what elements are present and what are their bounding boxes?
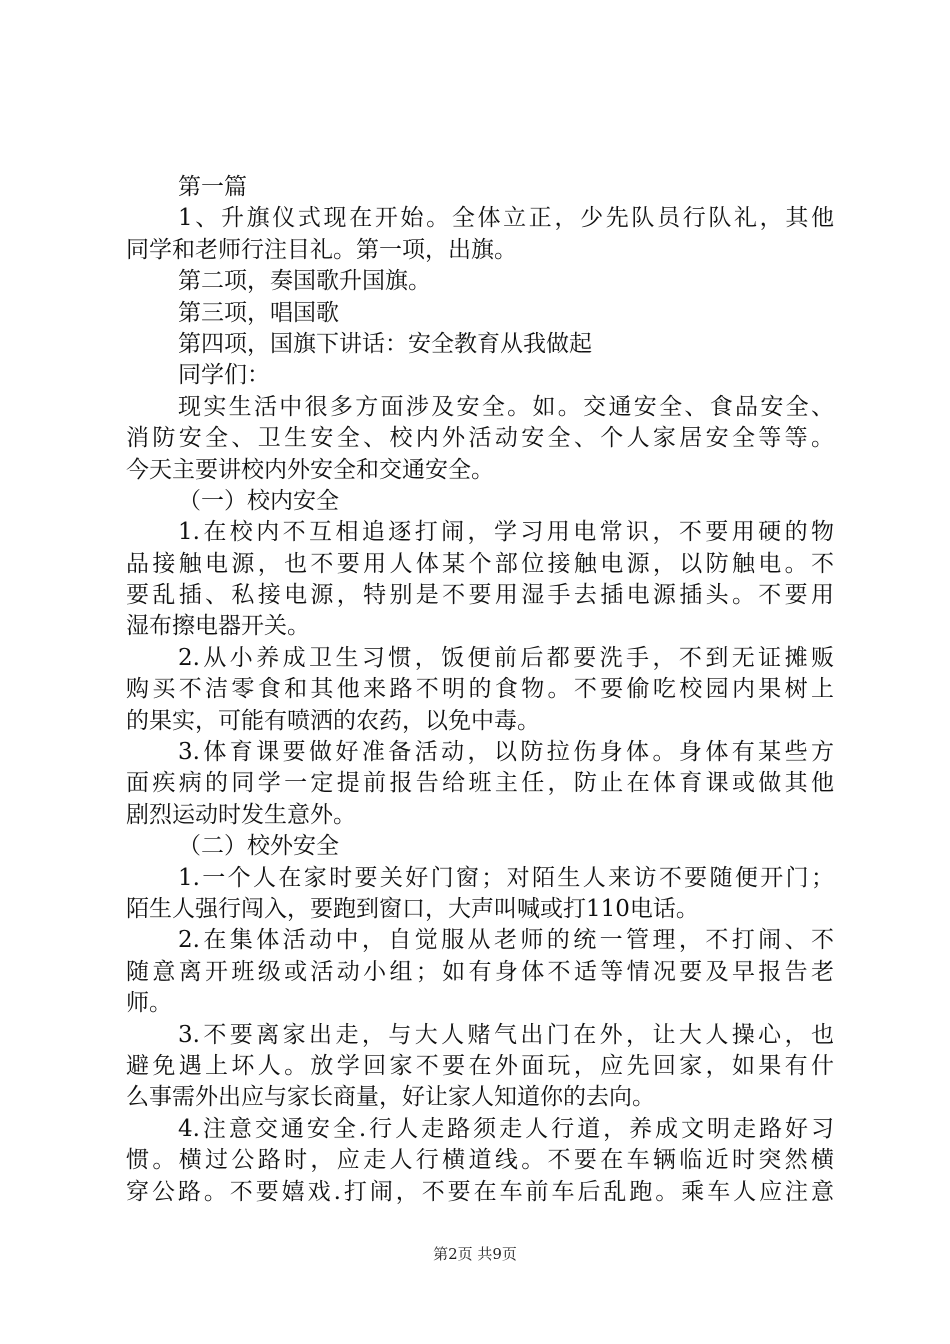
subsection-heading: （一）校内安全	[178, 487, 339, 514]
paragraph-line: 同学和老师行注目礼。第一项，出旗。	[126, 236, 517, 263]
paragraph-line: 3.不要离家出走，与大人赌气出门在外，让大人操心，也	[178, 1021, 834, 1048]
paragraph-line: 师。	[126, 990, 172, 1017]
section-title: 第一篇	[178, 174, 247, 200]
paragraph-line: 惯。横过公路时，应走人行横道线。不要在车辆临近时突然横	[126, 1147, 834, 1174]
document-body	[126, 172, 834, 1208]
paragraph-line: 第三项，唱国歌	[178, 299, 339, 326]
paragraph-line: 1.在校内不互相追逐打闹，学习用电常识，不要用硬的物	[178, 519, 834, 546]
paragraph-line: 穿公路。不要嬉戏.打闹，不要在车前车后乱跑。乘车人应注意	[126, 1178, 834, 1205]
paragraph-line: 第二项，奏国歌升国旗。	[178, 268, 431, 295]
subsection-heading: （二）校外安全	[178, 833, 339, 860]
paragraph-line: 现实生活中很多方面涉及安全。如。交通安全、食品安全、	[178, 393, 834, 420]
paragraph-line: 2.从小养成卫生习惯，饭便前后都要洗手，不到无证摊贩	[178, 644, 834, 671]
paragraph-line: 4.注意交通安全.行人走路须走人行道，养成文明走路好习	[178, 1115, 834, 1142]
paragraph-line: 的果实，可能有喷洒的农药，以免中毒。	[126, 707, 540, 734]
paragraph-line: 面疾病的同学一定提前报告给班主任，防止在体育课或做其他	[126, 770, 834, 797]
paragraph-line: 品接触电源，也不要用人体某个部位接触电源，以防触电。不	[126, 550, 834, 577]
paragraph-line: 2.在集体活动中，自觉服从老师的统一管理，不打闹、不	[178, 927, 834, 954]
paragraph-line: 消防安全、卫生安全、校内外活动安全、个人家居安全等等。	[126, 425, 834, 452]
paragraph-line: 湿布擦电器开关。	[126, 613, 310, 640]
paragraph-line: 购买不洁零食和其他来路不明的食物。不要偷吃校园内果树上	[126, 676, 834, 703]
paragraph-line: 陌生人强行闯入，要跑到窗口，大声叫喊或打110电话。	[126, 895, 699, 922]
paragraph-line: 3.体育课要做好准备活动，以防拉伤身体。身体有某些方	[178, 739, 834, 766]
paragraph-line: 同学们：	[178, 362, 270, 389]
paragraph-line: 要乱插、私接电源，特别是不要用湿手去插电源插头。不要用	[126, 582, 834, 609]
paragraph-line: 今天主要讲校内外安全和交通安全。	[126, 456, 494, 483]
page-footer: 第2页 共9页	[433, 1245, 517, 1263]
paragraph-line: 随意离开班级或活动小组；如有身体不适等情况要及早报告老	[126, 958, 834, 985]
paragraph-line: 剧烈运动时发生意外。	[126, 801, 356, 828]
paragraph-line: 么事需外出应与家长商量，好让家人知道你的去向。	[126, 1084, 655, 1111]
paragraph-line: 第四项，国旗下讲话：安全教育从我做起	[178, 330, 592, 357]
paragraph-line: 1.一个人在家时要关好门窗；对陌生人来访不要随便开门；	[178, 864, 834, 891]
paragraph-line: 1、升旗仪式现在开始。全体立正，少先队员行队礼，其他	[178, 205, 834, 232]
paragraph-line: 避免遇上坏人。放学回家不要在外面玩，应先回家，如果有什	[126, 1052, 834, 1079]
